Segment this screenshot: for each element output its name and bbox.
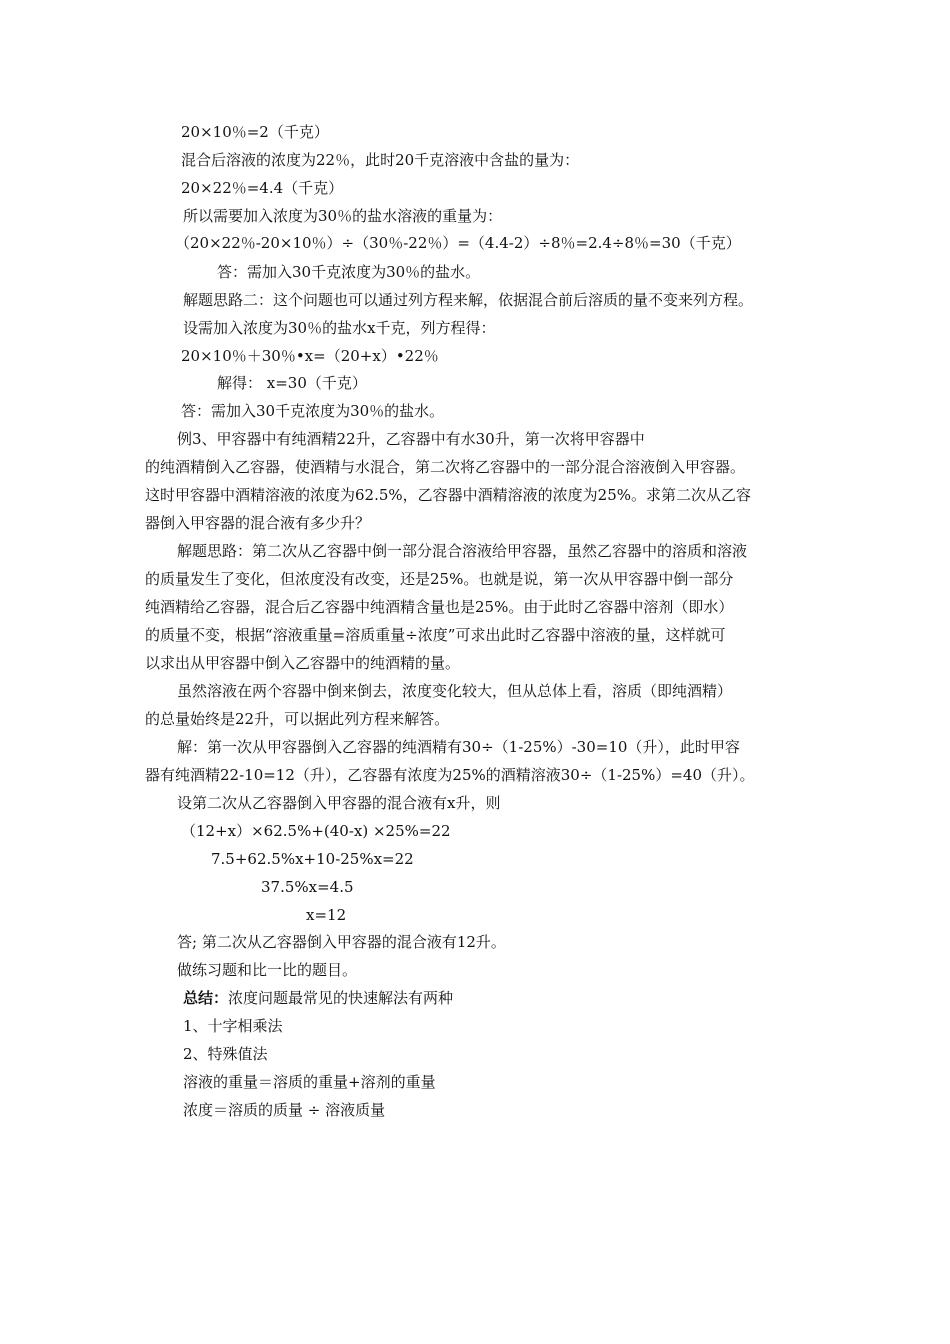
text-line: 解：第一次从甲容器倒入乙容器的纯酒精有30÷（1-25%）-30=10（升），此时甲容: [177, 738, 740, 756]
equation-line: 20×10％＋30％•x=（20+x）•22％: [181, 347, 439, 365]
equation-line: （12+x）×62.5%+(40-x) ×25%=22: [181, 822, 451, 840]
text-line: 器有纯酒精22-10=12（升），乙容器有浓度为25%的酒精溶液30÷（1-25%）=40（升）。: [145, 766, 755, 784]
text-line: 这时甲容器中酒精溶液的浓度为62.5%，乙容器中酒精溶液的浓度为25%。求第二次从乙容: [145, 486, 751, 504]
summary-item: 2、特殊值法: [183, 1045, 268, 1063]
text-line: 的质量发生了变化，但浓度没有改变，还是25%。也就是说，第一次从甲容器中倒一部分: [145, 570, 734, 588]
text-line: 设需加入浓度为30％的盐水x千克，列方程得：: [183, 319, 496, 337]
text-line: 20×22％=4.4（千克）: [181, 179, 344, 197]
equation-line: 7.5+62.5%x+10-25%x=22: [211, 850, 414, 868]
summary-text: 浓度问题最常见的快速解法有两种: [228, 989, 454, 1007]
text-line: 器倒入甲容器的混合液有多少升？: [145, 514, 371, 532]
answer-line: 答：需加入30千克浓度为30％的盐水。: [181, 402, 445, 420]
text-line: 的质量不变，根据“溶液重量=溶质重量÷浓度”可求出此时乙容器中溶液的量，这样就可: [145, 626, 726, 644]
formula-line: 溶液的重量＝溶质的重量+溶剂的重量: [183, 1073, 436, 1091]
equation-line: 37.5%x=4.5: [261, 878, 354, 896]
text-line: 混合后溶液的浓度为22％，此时20千克溶液中含盐的量为：: [181, 151, 580, 169]
text-line: 以求出从甲容器中倒入乙容器中的纯酒精的量。: [145, 654, 461, 672]
text-line: 做练习题和比一比的题目。: [177, 961, 358, 979]
text-line: 的总量始终是22升，可以据此列方程来解答。: [145, 710, 450, 728]
text-line: 解得： x=30（千克）: [217, 374, 367, 392]
answer-line: 答; 第二次从乙容器倒入甲容器的混合液有12升。: [177, 933, 506, 951]
equation-line: x=12: [306, 906, 347, 924]
answer-line: 答：需加入30千克浓度为30％的盐水。: [217, 263, 481, 281]
text-line: 解题思路：第二次从乙容器中倒一部分混合溶液给甲容器，虽然乙容器中的溶质和溶液: [177, 542, 748, 560]
text-line: （20×22％-20×10％）÷（30％-22％）=（4.4-2）÷8％=2.4÷8％=30（千克）: [175, 234, 741, 252]
text-line: 纯酒精给乙容器，混合后乙容器中纯酒精含量也是25%。由于此时乙容器中溶剂（即水）: [145, 598, 734, 616]
summary-label: 总结：: [183, 989, 229, 1007]
example-heading: 例3、甲容器中有纯酒精22升，乙容器中有水30升，第一次将甲容器中: [177, 430, 645, 448]
text-line: 解题思路二：这个问题也可以通过列方程来解，依据混合前后溶质的量不变来列方程。: [183, 291, 754, 309]
formula-line: 浓度＝溶质的质量 ÷ 溶液质量: [183, 1101, 386, 1119]
text-line: 所以需要加入浓度为30％的盐水溶液的重量为：: [183, 207, 503, 225]
text-line: 虽然溶液在两个容器中倒来倒去，浓度变化较大，但从总体上看，溶质（即纯酒精）: [177, 682, 733, 700]
summary-line: [183, 988, 453, 1008]
text-line: 20×10％=2（千克）: [181, 123, 329, 141]
summary-item: 1、十字相乘法: [183, 1017, 283, 1035]
text-line: 的纯酒精倒入乙容器，使酒精与水混合，第二次将乙容器中的一部分混合溶液倒入甲容器。: [145, 458, 746, 476]
text-line: 设第二次从乙容器倒入甲容器的混合液有x升，则: [177, 794, 501, 812]
